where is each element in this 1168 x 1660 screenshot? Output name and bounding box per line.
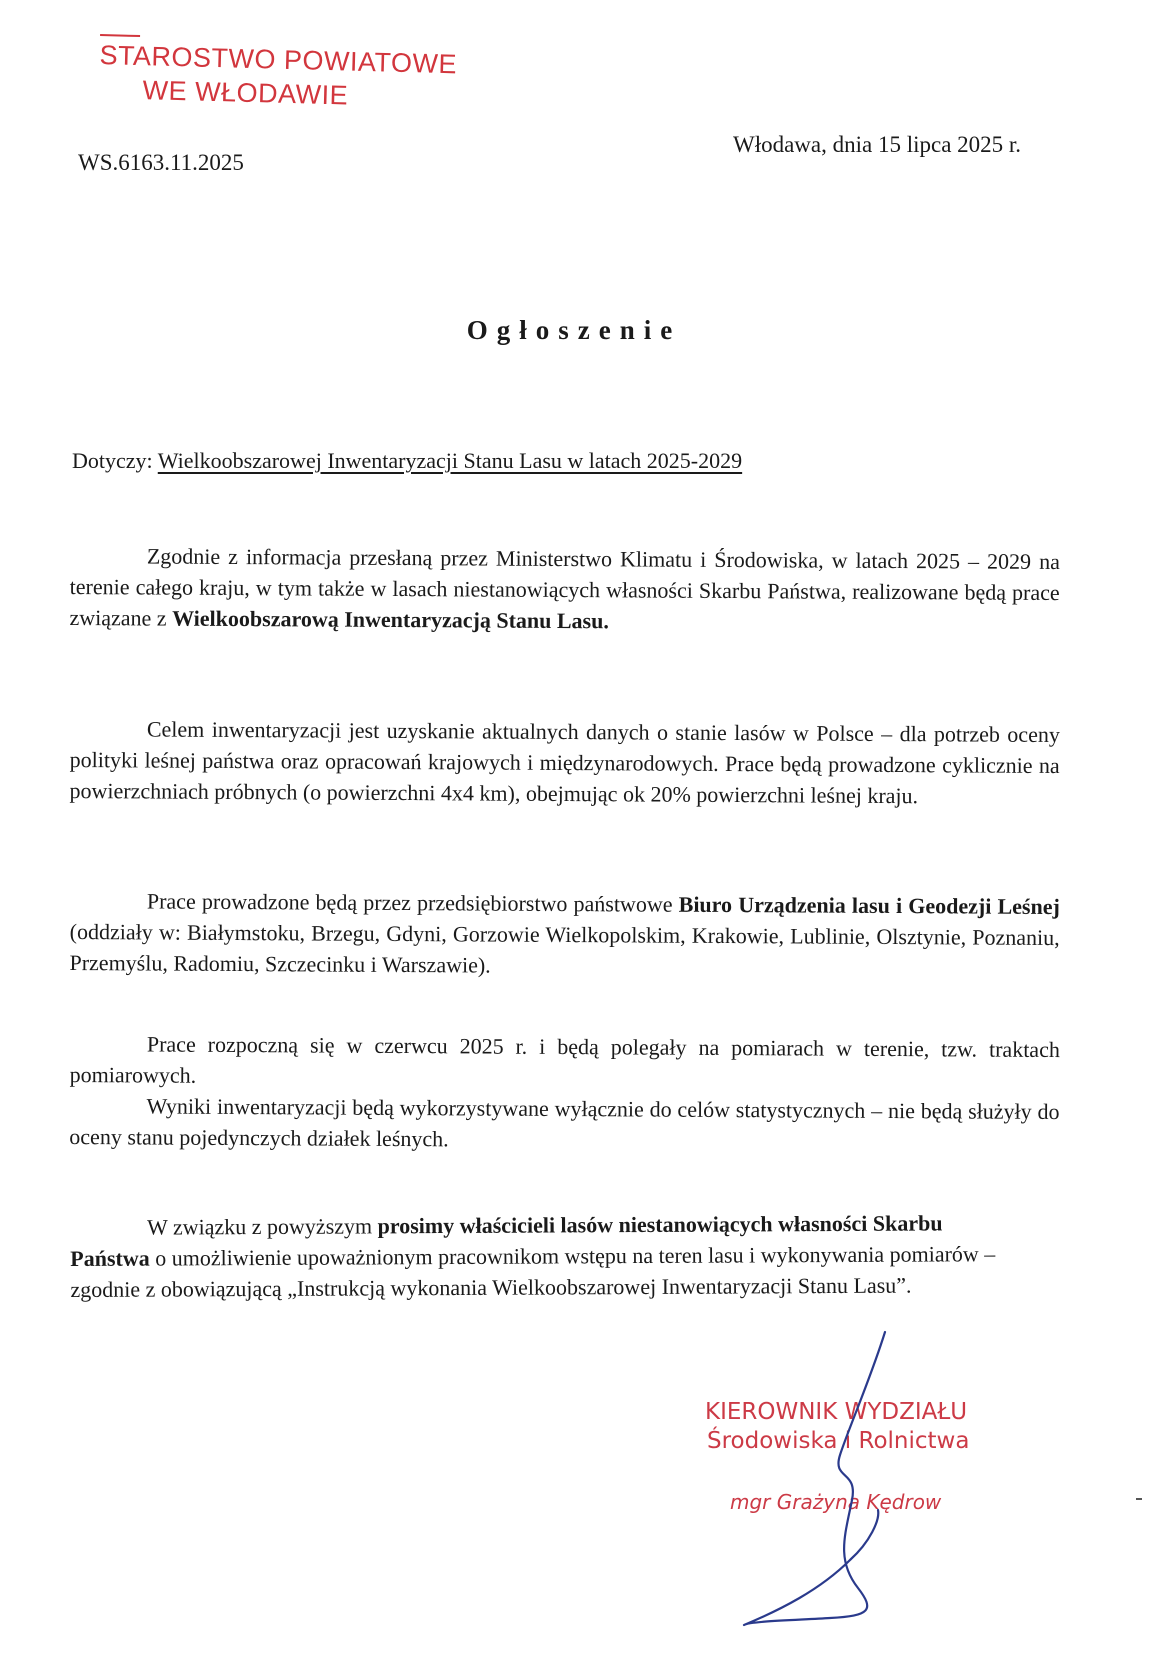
signature-stamp-department: Środowiska i Rolnictwa: [707, 1428, 970, 1454]
signature-stamp-name: mgr Grażyna Kędrow: [730, 1490, 942, 1514]
paragraph-3-text-before: Prace prowadzone będą przez przedsiębiorstwo państwowe: [146, 888, 679, 917]
paragraph-5-text-after: o umożliwienie upoważnionym pracownikom wstępu na teren lasu i wykonywania pomiarów – zgodnie z obowiązującą „Instrukcją wykonania Wielkoobszarowej Inwentaryzacji Stanu Lasu”.: [70, 1241, 996, 1302]
paragraph-1-bold: Wielkoobszarową Inwentaryzacją Stanu Lasu.: [172, 605, 609, 634]
paragraph-4: [69, 1028, 1060, 1158]
paragraph-5: [70, 1207, 1000, 1305]
paragraph-2: [69, 713, 1060, 812]
paragraph-1: [69, 540, 1060, 639]
paragraph-2-text: Celem inwentaryzacji jest uzyskanie aktualnych danych o stanie lasów w Polsce – dla potrzeb oceny polityki leśnej państwa oraz opracowań krajowych i międzynarodowych. Prace będą prowadzone cyklicznie na powierzchniach próbnych (o powierzchni 4x4 km), obejmując ok 20% powierzchni leśnej kraju.: [69, 716, 1060, 809]
place-and-date: Włodawa, dnia 15 lipca 2025 r.: [733, 132, 1022, 157]
document-title: Ogłoszenie: [466, 315, 682, 345]
paragraph-5-text-before: W związku z powyższym: [147, 1213, 378, 1240]
subject-label: Dotyczy:: [72, 448, 153, 473]
paragraph-5-bold: prosimy właścicieli lasów niestanowiących własności Skarbu Państwa: [70, 1210, 943, 1271]
signature-stamp-title: KIEROWNIK WYDZIAŁU: [705, 1399, 968, 1425]
handwritten-signature: [740, 1320, 940, 1630]
subject-line: [72, 448, 742, 474]
paragraph-1-text: Zgodnie z informacja przesłaną przez Ministerstwo Klimatu i Środowiska, w latach 2025 – 2029 na terenie całego kraju, w tym także w lasach niestanowiących własności Skarbu Państwa, realizowane będą prace związane z: [69, 543, 1060, 631]
paragraph-3: [69, 885, 1060, 984]
reference-number: WS.6163.11.2025: [78, 150, 244, 175]
paragraph-3-bold: Biuro Urządzenia lasu i Geodezji Leśnej: [678, 891, 1060, 920]
stamp-mark: [100, 34, 140, 37]
subject-text: Wielkoobszarowej Inwentaryzacji Stanu Lasu w latach 2025-2029: [157, 448, 743, 473]
paragraph-4-line-1: Prace rozpoczną się w czerwcu 2025 r. i będą polegały na pomiarach w terenie, tzw. traktach pomiarowych.: [69, 1031, 1060, 1088]
paragraph-4-line-2: Wyniki inwentaryzacji będą wykorzystywane wyłącznie do celów statystycznych – nie będą służyły do oceny stanu pojedynczych działek leśnych.: [69, 1093, 1060, 1152]
stamp-line-1: STAROSTWO POWIATOWE: [99, 39, 458, 80]
office-stamp: [98, 38, 457, 115]
scan-speck: [1136, 1498, 1142, 1500]
paragraph-3-text-after: (oddziały w: Białymstoku, Brzegu, Gdyni, Gorzowie Wielkopolskim, Krakowie, Lublinie, Olsztynie, Poznaniu, Przemyślu, Radomiu, Szczecinku i Warszawie).: [69, 918, 1060, 978]
stamp-line-2: WE WŁODAWIE: [142, 75, 349, 111]
